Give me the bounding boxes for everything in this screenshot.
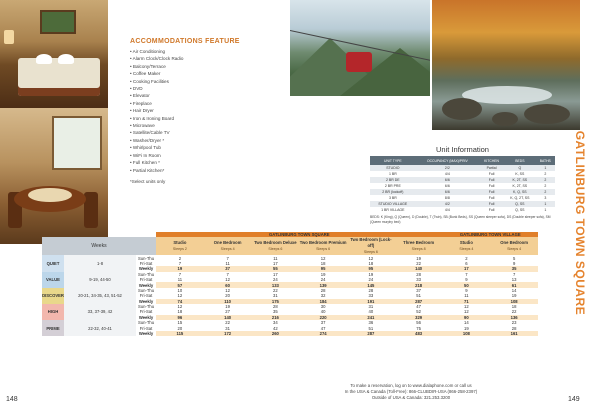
rate-value: 47 [416,304,421,310]
rate-value: 12 [225,287,230,293]
rate-value: 6 [465,260,468,266]
rate-value: 108 [490,299,538,304]
lamp [4,30,14,44]
unit-type-header [204,237,252,255]
rate-value: 2 [465,255,468,261]
unit-type-header [299,237,347,255]
rate-value: 7 [512,271,516,277]
rate-value: 329 [395,315,443,320]
season-weeks: 33, 37-39, 42 [64,304,136,320]
rate-value: 90 [443,315,491,320]
rate-period: Sun-Thu [137,304,155,310]
rate-value: 175 [252,299,300,304]
side-title [562,130,598,316]
rate-value: 140 [395,266,443,271]
chair [84,192,98,228]
season-name: DISCOVER [42,288,64,304]
towel-swan [58,54,74,64]
unit-info-cell: 8/8 [444,196,450,200]
rate-value: 7 [178,260,182,266]
rate-value: 22 [511,309,517,315]
unit-info-cell: K, SS [515,172,525,176]
footer-line: To make a reservation, log on to www.dialaphone.com or call us [350,383,472,388]
window [52,116,102,170]
rate-value: 11 [464,293,469,299]
rate-value: 37 [204,266,252,271]
rate-period: Sun-Thu [137,271,155,277]
unit-info-cell: 6/6 [416,177,479,183]
rate-value: 15 [177,320,183,326]
rate-value: 287 [395,299,443,304]
unit-type-header [490,237,538,255]
unit-type-header [156,237,204,255]
feature-item: • Full Kitchen * [130,159,300,166]
feature-item: • Balcony/Terrace [130,63,300,70]
unit-type-name: Three Bedroom [403,240,435,246]
side-title-text: GATLINBURG TOWN SQUARE [573,130,587,316]
rate-value: 2 [178,255,182,261]
rates-table [42,232,538,336]
unit-info-cell: 2 BR DE [370,177,416,183]
rate-value: 56 [416,320,421,326]
rate-value: 241 [347,315,395,320]
rate-value: 12 [225,277,230,283]
rate-value: 96 [156,315,204,320]
unit-type-name: One Bedroom [213,240,242,246]
unit-info-cell: 2 [536,177,555,183]
unit-type-sleeps: Sleeps 4 [459,247,474,252]
rate-value: 22 [273,287,278,293]
rate-period: Weekly [138,331,154,337]
rate-value: 31 [273,293,278,299]
unit-info-cell: 1 BR [388,172,397,176]
rate-value: 9 [512,260,516,266]
features-heading: ACCOMMODATIONS FEATURE [130,38,240,45]
rate-value: 60 [204,282,252,287]
feature-item: • Cooking Facilities [130,78,300,85]
rate-value: 5 [512,255,516,261]
rate-value: 19 [511,293,517,299]
rate-value: 11 [225,260,230,266]
rate-value: 24 [273,277,278,283]
unit-type-sleeps: Sleeps 4 [507,247,522,252]
unit-type-name: One Bedroom [500,240,528,246]
rate-value: 14 [511,287,517,293]
unit-type-sleeps: Sleeps 8 [411,247,426,252]
rate-value: 18 [320,260,326,266]
unit-info-cell: Full [488,208,495,212]
unit-info-cell: 6/6 [444,184,450,188]
rate-value: 23 [511,320,517,326]
unit-info-cell: 4/4 [444,172,450,176]
unit-info-cell: 2 [544,184,547,188]
rate-value: 19 [225,304,230,310]
unit-type-sleeps: Sleeps 2 [172,247,187,252]
rates-table-section [42,232,538,336]
unit-info-cell: 4/2 [416,201,479,207]
unit-info-cell: 4/4 [444,208,450,212]
rate-value: 483 [395,331,443,336]
unit-info-cell: 2 BR (lockoff) [370,189,416,195]
rate-value: 216 [252,315,300,320]
rate-value: 12 [368,255,374,261]
rate-value: 40 [368,309,374,315]
rate-value: 19 [320,271,326,277]
feature-item: • Partial Kitchen* [130,167,300,174]
header-cell: BEDS [504,156,536,165]
rate-value: 33 [368,293,374,299]
page-number-right: 149 [568,396,580,403]
rate-period: Sun-Thu [137,255,155,261]
unit-info-cell: 1 [536,201,555,207]
unit-type-name: Studio [173,240,187,246]
rate-period: Weekly [138,314,154,320]
rate-value: 51 [416,293,421,299]
unit-type-name: Studio [459,240,473,246]
header-cell: UNIT TYPE [370,156,416,165]
feature-item: • Microwave [130,122,300,129]
rate-value: 184 [299,299,347,304]
rate-value: 133 [252,282,300,287]
unit-info-cell: K, Q, SS [504,189,536,195]
rate-period: Fri-Sat [139,293,153,299]
rate-period: Weekly [138,266,154,272]
rate-value: 108 [443,331,491,336]
unit-info-cell: Full [488,196,495,200]
wall-picture [40,10,76,34]
rate-value: 35 [490,266,538,271]
rate-value: 139 [299,282,347,287]
unit-info-cell: 1 [544,208,547,212]
unit-type-header [443,237,491,255]
unit-info-row [370,207,555,213]
rate-value: 24 [320,277,326,283]
rate-value: 12 [177,293,183,299]
rate-value: 14 [464,320,469,326]
rate-value: 115 [156,331,204,336]
season-weeks: 9-19, 44-50 [64,272,136,288]
unit-info-cell: Q [504,165,536,171]
rate-value: 10 [177,287,183,293]
unit-info-cell: Full [479,189,504,195]
weeks-header: Weeks [42,237,156,255]
rate-value: 18 [177,309,183,315]
unit-info-table [370,156,555,213]
tram-car [346,52,372,72]
unit-info-cell: Full [479,201,504,207]
rate-value: 220 [299,315,347,320]
unit-type-sleeps: Sleeps 4 [220,247,235,252]
rate-value: 95 [347,266,395,271]
rate-value: 47 [320,325,326,331]
rate-value: 260 [252,331,300,336]
bedroom-photo [0,0,108,108]
unit-info-cell: K, 2T, SS [504,177,536,183]
unit-info-cell: 3 [544,196,547,200]
rate-period: Fri-Sat [139,325,153,331]
rate-value: 51 [368,325,374,331]
rate-period: Fri-Sat [139,309,153,315]
rate-value: 12 [464,304,469,310]
rate-value: 28 [368,287,374,293]
unit-info-cell: 2 BR PRE [384,184,401,188]
reservation-info [306,383,516,401]
rate-value: 33 [416,277,421,283]
table-setting [28,188,72,202]
rate-value: 136 [490,315,538,320]
season-name: VALUE [42,272,64,288]
feature-item: • DVD [130,85,300,92]
unit-info-cell: 6/6 [416,189,479,195]
header-cell: OCCUPANCY (MAX)/PRIV [416,156,479,165]
rate-value: 191 [347,299,395,304]
rate-period: Weekly [138,282,154,288]
rate-value: 218 [395,282,443,287]
rate-value: 17 [273,271,278,277]
rate-value: 24 [368,277,374,283]
rate-period: Fri-Sat [139,260,153,266]
unit-info-cell: Partial [479,165,504,171]
unit-info-cell: K, 2T, SS [512,184,528,188]
rate-value: 7 [465,271,468,277]
feature-item: • Elevator [130,92,300,99]
rock [492,112,518,126]
rate-value: 20 [177,325,183,331]
unit-type-header-row [42,237,538,255]
unit-type-name: Two Bedroom Premium [299,240,347,246]
feature-item: • WiFi In Room [130,152,300,159]
rate-period: Weekly [138,298,154,304]
feature-item: • Satellite/Cable TV [130,129,300,136]
rate-value: 28 [320,287,326,293]
autumn-creek-photo [432,0,580,130]
unit-info-header-row [370,156,555,165]
rate-value: 7 [178,271,182,277]
unit-info-cell: K, Q, 2T, SS [510,196,530,200]
rate-value: 287 [347,331,395,336]
unit-info-cell: 2 [544,172,547,176]
unit-type-header [347,237,395,255]
feature-item: • Alarm Clock/Clock Radio [130,55,300,62]
unit-type-name: Two Bedroom Deluxe [254,240,297,246]
rate-value: 18 [511,304,517,310]
unit-info-cell: STUDIO [370,165,416,171]
unit-info-cell: Full [479,177,504,183]
rate-value: 9 [465,287,468,293]
unit-info-title: Unit Information [436,145,489,154]
rate-value: 110 [204,299,252,304]
rate-value: 22 [416,260,421,266]
rate-value: 161 [490,331,538,336]
unit-info-body [370,165,555,213]
rate-value: 37 [416,287,421,293]
rate-value: 36 [368,320,374,326]
rate-period: Sun-Thu [137,320,155,326]
rate-value: 274 [299,331,347,336]
unit-info-cell: Q, SS [515,208,525,212]
unit-type-sleeps: Sleeps 6 [316,247,331,252]
features-note: *Select units only [130,178,166,184]
unit-info-cell: 3 BR [388,196,397,200]
rate-value: 17 [443,266,491,271]
rate-value: 172 [204,331,252,336]
unit-info-cell: Full [488,172,495,176]
feature-item: • Washer/Dryer * [130,137,300,144]
feature-item: • Whirlpool Tub [130,144,300,151]
beds-legend: BEDS: K (King), Q (Queen), D (Double), T (Twin), SB (Bunk Beds), SS (Queen sleeper sofa), DS (Double sleeper sofa), SM (Queen murphy bed) [370,215,551,224]
rate-value: 31 [368,304,374,310]
rate-value: 30 [320,304,326,310]
group-town-village: GATLINBURG TOWN VILLAGE [443,232,539,237]
season-weeks: 1-8 [64,255,136,271]
rate-value: 19 [464,325,469,331]
rate-value: 35 [273,309,278,315]
rate-value: 19 [368,271,374,277]
rate-value: 11 [273,255,278,261]
rates-body [42,255,538,336]
rate-period: Sun-Thu [137,287,155,293]
season-name: PRIME [42,320,64,336]
rate-value: 42 [273,325,278,331]
rate-value: 12 [177,304,183,310]
rate-value: 74 [156,299,204,304]
rate-value: 22 [225,320,230,326]
season-weeks: 20-21, 34-35, 43, 51-52 [64,288,136,304]
rate-period: Fri-Sat [139,277,153,283]
rock [524,104,570,124]
feature-item: • Hair Dryer [130,107,300,114]
rate-value: 11 [177,277,183,283]
unit-info-cell: 1 [536,165,555,171]
rate-value: 31 [225,325,230,331]
page-number-left: 148 [6,396,18,403]
feature-item: • Fireplace [130,100,300,107]
rate-value: 75 [416,325,421,331]
feature-item: • Iron & Ironing Board [130,115,300,122]
rate-value: 27 [225,309,230,315]
rate-value: 52 [416,309,421,315]
rate-value: 57 [156,282,204,287]
rate-value: 145 [347,282,395,287]
unit-type-sleeps: Sleeps 6 [268,247,283,252]
header-cell: KITCHEN [479,156,504,165]
feature-item: • Air Conditioning [130,48,300,55]
rate-value: 32 [320,293,326,299]
rate-value: 55 [252,266,300,271]
unit-info-cell: Q, SS [504,201,536,207]
unit-info-cell: 2/2 [416,165,479,171]
group-town-square: GATLINBURG TOWN SQUARE [156,232,443,237]
features-list [130,48,300,174]
feature-item: • Coffee Maker [130,70,300,77]
unit-type-header [252,237,300,255]
unit-type-sleeps: Sleeps 6 [363,250,378,255]
unit-info-cell: Full [488,184,495,188]
rate-value: 50 [443,282,491,287]
rate-value: 7 [226,255,229,261]
rate-value: 28 [273,304,278,310]
towel-swan [36,54,52,64]
rate-value: 9 [465,277,468,283]
rate-value: 7 [226,271,229,277]
aerial-tram-photo [290,0,430,96]
rate-value: 28 [511,325,517,331]
rate-value: 12 [320,255,326,261]
unit-type-header [395,237,443,255]
dining-room-photo [0,108,108,244]
rate-value: 13 [511,277,517,283]
rate-value: 19 [156,266,204,271]
rate-value: 28 [416,271,421,277]
rate-value: 18 [368,260,374,266]
rate-value: 17 [273,260,278,266]
season-weeks: 22-32, 40-41 [64,320,136,336]
unit-information [370,145,555,224]
rate-value: 61 [490,282,538,287]
rate-value: 34 [273,320,278,326]
footer-line: In the USA & Canada (Toll-Free): 866-CLUBDIR-USA (866-258-2397) [344,389,478,394]
rate-value: 37 [320,320,326,326]
season-name: QUIET [42,255,64,271]
unit-info-cell: STUDIO VILLAGE [370,201,416,207]
season-name: HIGH [42,304,64,320]
rate-value: 40 [320,309,326,315]
unit-info-cell: 1 BR VILLAGE [381,208,405,212]
rate-value: 12 [464,309,469,315]
header-cell: BATHS [536,156,555,165]
rate-value: 20 [225,293,230,299]
rate-value: 95 [299,266,347,271]
footer-line: Outside of USA & Canada: 321.253.3200 [371,395,451,400]
unit-info-cell: 2 [536,189,555,195]
features-section [130,38,300,184]
unit-type-name: Two Bedroom (Lock-off) [350,237,392,249]
rate-value: 19 [416,255,421,261]
rock [442,98,482,120]
rate-value: 71 [443,299,491,304]
rate-value: 140 [204,315,252,320]
